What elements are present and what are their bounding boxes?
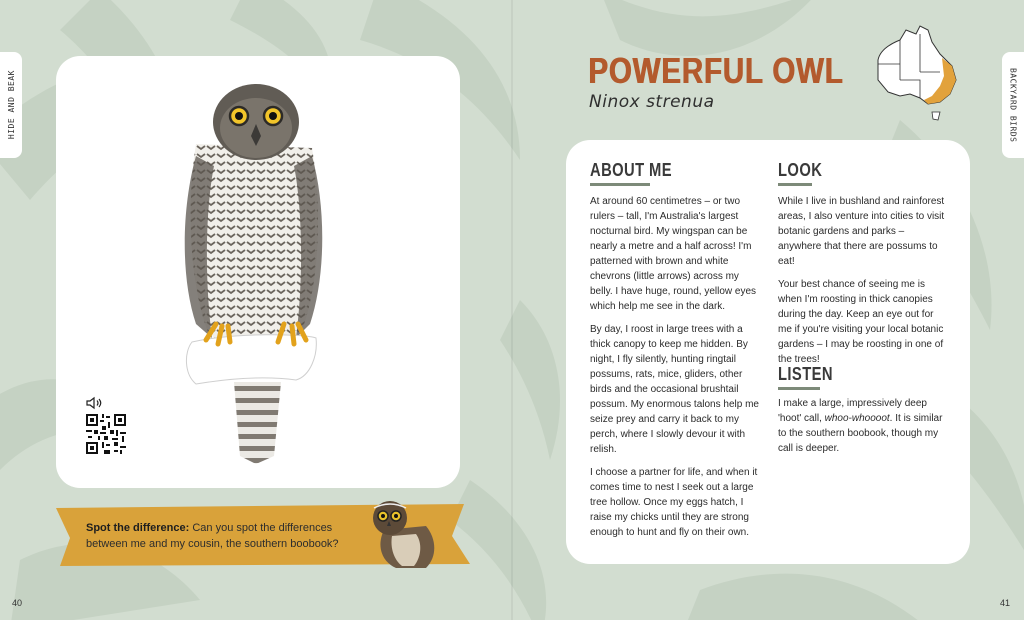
page-number-left: 40 — [12, 598, 23, 608]
listen-paragraph — [778, 396, 948, 456]
about-me-heading: ABOUT ME — [590, 160, 672, 180]
australia-range-map — [870, 20, 962, 122]
scientific-name: Ninox strenua — [589, 92, 715, 112]
book-gutter — [511, 0, 513, 620]
page-number-right: 41 — [999, 598, 1010, 608]
side-tab-backyard-birds — [1002, 52, 1024, 158]
owl-call: whoo-whoooot — [824, 413, 890, 424]
page-title: POWERFUL OWL — [588, 50, 844, 91]
spot-the-difference-text — [86, 520, 376, 552]
about-me-rule — [590, 183, 650, 186]
look-rule — [778, 183, 812, 186]
look-paragraph: Your best chance of seeing me is when I'm roosting in thick canopies during the day. Keep an eye out for me if you're visiting your local botanic gardens – I may be roosting in one of the trees! — [778, 279, 944, 365]
about-me-paragraph: I choose a partner for life, and when it comes time to nest I seek out a large tree hollow. Once my eggs hatch, I raise my chicks until they are strong enough to hunt and fly on their own. — [590, 467, 758, 538]
listen-heading: LISTEN — [778, 364, 833, 384]
spot-the-difference-label: Spot the difference: — [86, 522, 190, 534]
side-tab-hide-and-beak — [0, 52, 22, 158]
side-tab-label: HIDE AND BEAK — [6, 70, 16, 140]
look-heading: LOOK — [778, 160, 823, 180]
qr-code[interactable] — [86, 414, 126, 454]
side-tab-label: BACKYARD BIRDS — [1008, 67, 1018, 143]
listen-column — [778, 396, 948, 464]
about-me-paragraph: By day, I roost in large trees with a thick canopy to keep me hidden. By night, I fly silently, hunting ringtail possums, rats, mice, gliders, other birds and the occasional brushtail possum. My enormous talons help me seize prey and carry it back to my perch, where I slowly devour it with relish. — [590, 324, 759, 455]
listen-text-end: . It is similar to the southern boobook, though my call is deeper. — [778, 413, 943, 454]
speaker-icon[interactable] — [86, 396, 104, 410]
southern-boobook-illustration — [364, 496, 444, 572]
about-me-column — [590, 194, 760, 548]
about-me-paragraph: At around 60 centimetres – or two rulers – tall, I'm Australia's largest nocturnal bird. My wingspan can be nearly a metre and a half across! I'm patterned with brown and white chevrons (little arrows) across my belly. I have huge, round, yellow eyes which help me see in the dark. — [590, 196, 757, 312]
listen-text-start: I make a large, impressively deep 'hoot' call, — [778, 398, 927, 424]
listen-rule — [778, 387, 820, 390]
look-column — [778, 194, 948, 375]
look-paragraph: While I live in bushland and rainforest areas, I also venture into cities to visit botanic gardens and parks – anywhere that there are possums to eat! — [778, 196, 945, 267]
spot-the-difference-question: Can you spot the differences between me and my cousin, the southern boobook? — [86, 522, 339, 550]
